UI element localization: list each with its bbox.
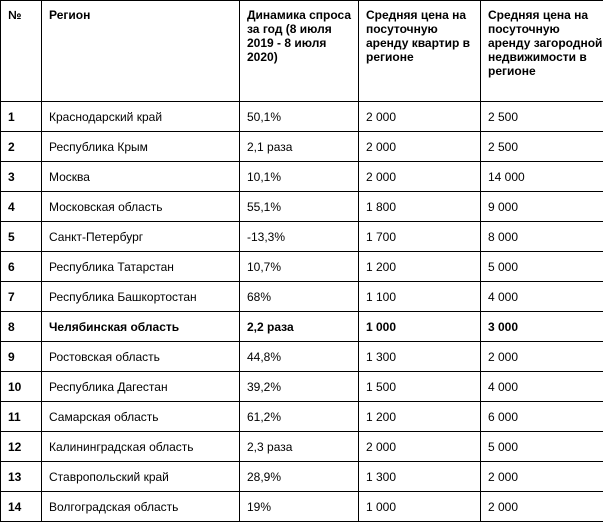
row-dynamics: 68%	[240, 282, 359, 312]
row-number: 14	[1, 492, 42, 522]
row-number: 6	[1, 252, 42, 282]
row-country-price: 5 000	[481, 252, 603, 282]
table-row	[1, 102, 603, 132]
header-region: Регион	[42, 1, 240, 102]
row-region: Ростовская область	[42, 342, 240, 372]
row-region: Самарская область	[42, 402, 240, 432]
row-region: Московская область	[42, 192, 240, 222]
row-number: 5	[1, 222, 42, 252]
table-row	[1, 132, 603, 162]
row-region: Челябинская область	[42, 312, 240, 342]
row-number: 10	[1, 372, 42, 402]
table-row	[1, 492, 603, 522]
row-apartment-price: 1 000	[359, 312, 481, 342]
row-country-price: 2 000	[481, 342, 603, 372]
row-apartment-price: 1 200	[359, 402, 481, 432]
row-country-price: 14 000	[481, 162, 603, 192]
row-number: 2	[1, 132, 42, 162]
row-country-price: 4 000	[481, 372, 603, 402]
table-row	[1, 342, 603, 372]
header-dynamics: Динамика спроса за год (8 июля 2019 - 8 июля 2020)	[240, 1, 359, 102]
row-number: 9	[1, 342, 42, 372]
row-dynamics: 2,1 раза	[240, 132, 359, 162]
row-region: Краснодарский край	[42, 102, 240, 132]
row-apartment-price: 1 300	[359, 342, 481, 372]
table-row	[1, 282, 603, 312]
row-dynamics: 50,1%	[240, 102, 359, 132]
row-country-price: 2 000	[481, 492, 603, 522]
row-number: 1	[1, 102, 42, 132]
row-apartment-price: 1 000	[359, 492, 481, 522]
row-country-price: 3 000	[481, 312, 603, 342]
row-country-price: 8 000	[481, 222, 603, 252]
row-dynamics: 55,1%	[240, 192, 359, 222]
row-dynamics: 2,3 раза	[240, 432, 359, 462]
table-row	[1, 462, 603, 492]
row-dynamics: 10,1%	[240, 162, 359, 192]
row-number: 13	[1, 462, 42, 492]
row-dynamics: 10,7%	[240, 252, 359, 282]
row-country-price: 2 500	[481, 102, 603, 132]
row-country-price: 9 000	[481, 192, 603, 222]
row-country-price: 6 000	[481, 402, 603, 432]
row-apartment-price: 1 100	[359, 282, 481, 312]
row-dynamics: -13,3%	[240, 222, 359, 252]
table-row	[1, 162, 603, 192]
table-row	[1, 402, 603, 432]
row-region: Республика Башкортостан	[42, 282, 240, 312]
header-apartment-price: Средняя цена на посуточную аренду квартир в регионе	[359, 1, 481, 102]
row-dynamics: 44,8%	[240, 342, 359, 372]
row-apartment-price: 2 000	[359, 162, 481, 192]
row-apartment-price: 1 800	[359, 192, 481, 222]
header-number: №	[1, 1, 42, 102]
row-number: 8	[1, 312, 42, 342]
table-row	[1, 432, 603, 462]
row-number: 3	[1, 162, 42, 192]
row-country-price: 4 000	[481, 282, 603, 312]
row-number: 12	[1, 432, 42, 462]
row-region: Республика Дагестан	[42, 372, 240, 402]
row-region: Москва	[42, 162, 240, 192]
row-country-price: 2 000	[481, 462, 603, 492]
row-apartment-price: 1 500	[359, 372, 481, 402]
header-country-price: Средняя цена на посуточную аренду загородной недвижимости в регионе	[481, 1, 603, 102]
row-region: Республика Татарстан	[42, 252, 240, 282]
row-dynamics: 19%	[240, 492, 359, 522]
row-dynamics: 2,2 раза	[240, 312, 359, 342]
table-row	[1, 192, 603, 222]
row-country-price: 5 000	[481, 432, 603, 462]
row-apartment-price: 2 000	[359, 102, 481, 132]
table-row	[1, 222, 603, 252]
row-apartment-price: 1 200	[359, 252, 481, 282]
row-country-price: 2 500	[481, 132, 603, 162]
row-dynamics: 28,9%	[240, 462, 359, 492]
row-region: Волгоградская область	[42, 492, 240, 522]
table-row	[1, 372, 603, 402]
row-dynamics: 61,2%	[240, 402, 359, 432]
table-row-highlighted	[1, 312, 603, 342]
table-header-row	[1, 1, 603, 102]
row-region: Калининградская область	[42, 432, 240, 462]
row-dynamics: 39,2%	[240, 372, 359, 402]
row-number: 11	[1, 402, 42, 432]
row-number: 4	[1, 192, 42, 222]
row-apartment-price: 1 300	[359, 462, 481, 492]
row-region: Ставропольский край	[42, 462, 240, 492]
row-region: Республика Крым	[42, 132, 240, 162]
table-row	[1, 252, 603, 282]
row-apartment-price: 1 700	[359, 222, 481, 252]
row-apartment-price: 2 000	[359, 432, 481, 462]
row-region: Санкт-Петербург	[42, 222, 240, 252]
row-apartment-price: 2 000	[359, 132, 481, 162]
row-number: 7	[1, 282, 42, 312]
